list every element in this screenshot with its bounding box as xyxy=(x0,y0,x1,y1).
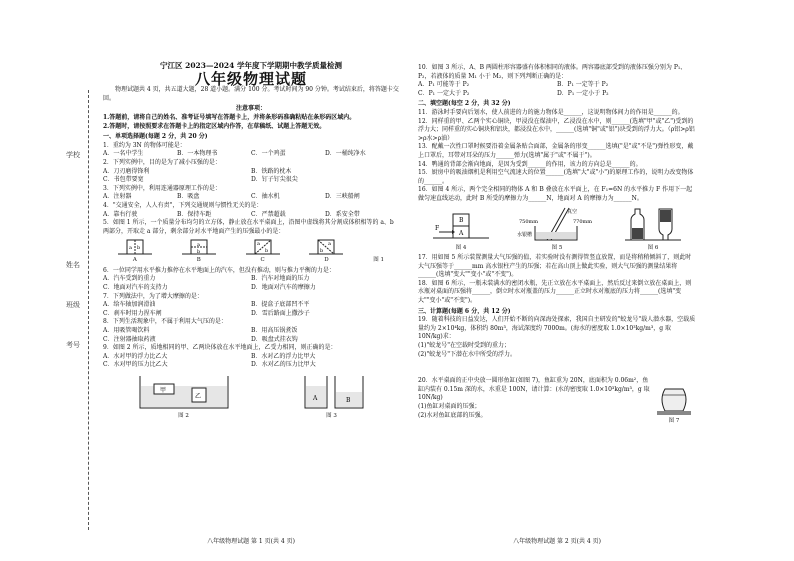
question-9: 9．如图 2 所示，质地相同的甲、乙两块体放在水平地面上，乙受力相同，则正确的是： xyxy=(103,344,337,352)
svg-text:b: b xyxy=(264,248,268,255)
svg-text:F: F xyxy=(435,224,440,232)
question-7: 7．下列做法中，为了增大摩擦的是： xyxy=(103,292,203,300)
figure-2: 甲 乙 图 2 xyxy=(136,372,232,421)
svg-text:a: a xyxy=(256,241,260,248)
water-tank-icon xyxy=(136,372,232,412)
question-3: 3．下列实例中，利用连通器原理工作的是： xyxy=(103,184,221,192)
svg-text:770mm: 770mm xyxy=(573,218,593,225)
option: B．汽车对地面的压力 xyxy=(251,275,310,283)
binding-margin xyxy=(0,0,100,561)
option: C．书包带要宽 xyxy=(103,176,144,184)
option: D．一桶纯净水 xyxy=(325,150,366,158)
exam-subtitle: 宁江区 2023—2024 学年度下学期期中教学质量检测 xyxy=(160,61,342,70)
cube-cut-icon xyxy=(309,238,343,256)
option: A．注射器 xyxy=(103,193,132,201)
option: D．水对乙的压力比甲大 xyxy=(251,361,316,369)
question-13: 13．配戴一次性口罩时候要沿着金属条贴合面部，金属条的形变______选填("是"或"不是")弹性形变，戴上口罩后，耳带对耳朵的压力______弹力(选填"属于"或"不属于")。 xyxy=(418,143,694,159)
figure-1-c: a b C xyxy=(246,238,280,265)
question-8: 8．下列生活现象中，不属于利用大气压的是： xyxy=(103,318,227,326)
option: B．提盒子底部凹不平 xyxy=(251,301,310,309)
question-9-options xyxy=(103,353,399,370)
question-10-options xyxy=(418,81,696,98)
page-2-footer: 八年级物理试题 第 2 页(共 4 页) xyxy=(513,538,601,546)
two-containers-icon xyxy=(297,372,367,412)
binding-line xyxy=(88,90,89,530)
question-12: 12．同样重的甲、乙两个实心铜块，甲浸没在煤油中，乙浸没在水中，则______(选填"甲"或"乙")受到的浮力大；同样重的实心铜块和铝块，都浸没在水中，______(选填"铜"或"铝")块受到的浮力大。（ρ铝>ρ铝>ρ水>ρ油） xyxy=(418,117,695,142)
figure-6: 图 6 xyxy=(623,206,683,253)
option: A．给车轴加润滑油 xyxy=(103,301,156,309)
figure-3: A B 图 3 xyxy=(297,372,367,421)
note-2: 2.答题时，请按照要求在答题卡上的指定区域内作答，在草稿纸、试题上答题无效。 xyxy=(103,122,326,130)
option: C．注射器抽取药液 xyxy=(103,335,156,343)
svg-text:乙: 乙 xyxy=(194,393,201,400)
option: A．一名中学生 xyxy=(103,150,144,158)
option: C．地面对汽车的支持力 xyxy=(103,284,168,292)
notes-heading: 注意事项： xyxy=(235,105,266,113)
question-11: 11．游泳时手要向后划水，使人前进的力的施力物体是______，这说明物体间力的作用是______的。 xyxy=(418,108,684,116)
torricelli-tube-icon xyxy=(517,206,597,244)
figures-4-6 xyxy=(418,206,696,253)
question-19-part-1: (1)"蛟龙号"在空载时受到的重力； xyxy=(418,342,511,350)
section-1-heading: 一、单项选择题(每题 2 分，共 20 分) xyxy=(103,133,208,141)
svg-text:b: b xyxy=(136,245,141,252)
option: B．用高压锅煮饭 xyxy=(251,327,298,335)
option: B．P₁ 一定等于 P₂ xyxy=(557,81,609,89)
figure-1-d: a b D xyxy=(309,238,343,265)
svg-text:a: a xyxy=(328,241,332,248)
question-20-part-1: (1)鱼缸对桌面的压强； xyxy=(418,403,481,410)
option: D．三峡船闸 xyxy=(325,193,360,201)
svg-text:真空: 真空 xyxy=(567,208,578,215)
figure-5: 真空 750mm 770mm 水银槽 图 5 xyxy=(517,206,597,253)
svg-text:a: a xyxy=(196,242,200,249)
option: C．严禁超载 xyxy=(251,210,286,218)
page-1 xyxy=(103,0,399,561)
figure-7: 图 7 xyxy=(652,383,696,426)
option: A．靠右行驶 xyxy=(103,210,138,218)
figure-4: B A F 图 4 xyxy=(431,210,491,253)
note-1: 1.答题前，请将自己的姓名、准考证号填写在答题卡上，并将条形码准确粘贴在条形码区域内。 xyxy=(103,113,356,121)
question-16: 16．如图 4 所示，两个完全相同的物体 A 和 B 叠放在水平面上，在 F₁=6N 的水平推力 F 作用下一起做匀速直线运动，此时 B 所受的摩擦力为______N，地面对 A 的摩擦力为______N。 xyxy=(418,186,693,202)
exam-intro: 物理试题共 4 页，共五道大题，28 道小题。满分 100 分。考试时间为 90 分钟。考试结束后，将答题卡交回。 xyxy=(103,86,399,102)
section-3-heading: 三、计算题(每题 6 分，共 12 分) xyxy=(418,307,511,315)
exam-number-label: 考号 xyxy=(66,341,80,349)
option: A．汽车受到的重力 xyxy=(103,275,156,283)
option: A．用吸管喝饮料 xyxy=(103,327,150,335)
question-20: 20．水平桌面的正中央放一圆形鱼缸(如图 7)，鱼缸重为 20N，底面积为 0.06m²，鱼缸内装有 0.15m 深的水，水重是 100N，请计算：(水的密度取 1.0×10³kg/m³，g 取 10N/kg) xyxy=(418,377,650,402)
exam-title: 八年级物理试题 xyxy=(194,69,307,88)
svg-text:甲: 甲 xyxy=(159,387,166,394)
option: B．铁路的枕木 xyxy=(251,167,292,175)
svg-text:B: B xyxy=(345,397,350,404)
page-1-footer: 八年级物理试题 第 1 页(共 4 页) xyxy=(207,538,295,546)
question-1: 1．重约为 3N 的物体可能是： xyxy=(103,141,186,149)
figures-2-3 xyxy=(103,372,399,421)
question-5: 5．如图 1 所示，一个质量分布均匀的立方体，静止放在水平桌面上，沿图中虚线将其分割成体积相等的 a、b 两部分，开取走 a 部分，剩余部分对水平地面产生的压强最小的是： xyxy=(103,219,394,235)
option: C．一个鸡蛋 xyxy=(251,150,286,158)
question-4: 4．"交通安全，人人有责"，下列交通规则与惯性无关的是： xyxy=(103,201,263,209)
svg-text:750mm: 750mm xyxy=(519,218,539,225)
question-15: 15．厨房中的吸油烟机是利用空气流速大的位置______(选填"大"或"小")的原理工作的，说明力改变物体的______。 xyxy=(418,169,694,185)
figure-1-b: a b B xyxy=(182,238,216,265)
cube-cut-icon xyxy=(118,238,152,256)
svg-text:a: a xyxy=(128,245,132,252)
question-17: 17．用如图 5 所示装置测量大气压强的值，若实验时没有测得管竖直放置，而是将稍稍倾斜了，则此时大气压强等于______mm 高水银柱产生的压强；若在高山顶上做此实验，则大气压强的测量结果将______(选填"变大""变小"或"不变")。 xyxy=(418,254,692,279)
option: C．P₁ 一定大于 P₂ xyxy=(418,89,470,97)
class-label: 班级 xyxy=(66,301,80,309)
water-bottles-icon xyxy=(623,206,683,244)
question-20-part-2: (2)水对鱼缸底部的压强。 xyxy=(418,411,487,419)
option: B．一本物理书 xyxy=(177,150,218,158)
option: A．P₁ 可能等于 P₂ xyxy=(418,81,470,89)
svg-text:A: A xyxy=(459,229,464,237)
svg-text:b: b xyxy=(320,248,324,255)
question-2: 2．下列实例中，目的是为了减小压强的是： xyxy=(103,158,221,166)
question-18: 18．如图 6 所示，一瓶未装满水的密闭水瓶，先正立放在水平桌面上，然后反过来倒立放在桌面上，则水瓶对桌面的压强将______，倒立时水对瓶盖的压力______正立时水对瓶底的压力将______(选填"变大""变小"或"不变")。 xyxy=(418,279,692,305)
option: B．水对乙的浮力比甲大 xyxy=(251,352,316,360)
option: C．刹车时用力捏车闸 xyxy=(103,309,162,317)
option: B．保持车距 xyxy=(177,210,212,218)
option: C．水对甲的压力比乙大 xyxy=(103,361,168,369)
option: D．地面对汽车的摩擦力 xyxy=(251,284,316,292)
question-20-block xyxy=(418,377,696,426)
svg-text:b: b xyxy=(196,249,200,256)
option: D．P₁ 一定小于 P₂ xyxy=(557,89,609,97)
figure-1-label: 图 1 xyxy=(373,257,385,264)
name-label: 姓名 xyxy=(66,261,80,269)
question-1-options xyxy=(103,150,399,159)
figure-1 xyxy=(103,238,399,265)
svg-text:水银槽: 水银槽 xyxy=(517,231,533,238)
option: A．水对甲的浮力比乙大 xyxy=(103,352,168,360)
cube-cut-icon xyxy=(246,238,280,256)
school-label: 学校 xyxy=(66,151,80,159)
question-19: 19．随着科技的日益发达，人们开始不断的向深海处探索，我国自主研发的"蛟龙号"载人潜水器，空载质量约为 2×10⁴kg，体积约 80m³，海试深度约 7000m。(海水的密度取 1.0×10³kg/m³，g 取 10N/kg)求： xyxy=(418,316,696,341)
option: B．吸盘 xyxy=(177,193,200,201)
question-14: 14．鸭通的背部会渐向地面，是因为受到______的作用，该力的方向总是______的。 xyxy=(418,160,642,168)
question-6: 6．一位同学用水平推力推停在水平地面上的汽车，但没有推动，则与推力平衡的力是： xyxy=(103,266,335,274)
question-3-options xyxy=(103,193,399,202)
option: D．雪后路面上撒沙子 xyxy=(251,309,310,317)
figure-1-a: a b A xyxy=(118,238,152,265)
question-10: 10．如图 3 所示，A、B 两圆柱形容器盛有体积相同的液体。两容器底部受到的液体压强分别为 P₁、P₂，若液体的质量 M₁ 小于 M₂，则下列判断正确的是： xyxy=(418,64,687,80)
option: C．抽水机 xyxy=(251,193,280,201)
question-4-options xyxy=(103,211,399,220)
option: D．吸盘式挂衣钩 xyxy=(251,335,298,343)
page-2 xyxy=(418,0,696,561)
option: D．系安全带 xyxy=(325,210,360,218)
question-7-options xyxy=(103,301,399,318)
svg-text:B: B xyxy=(459,216,464,224)
question-2-options xyxy=(103,168,399,185)
fish-tank-icon xyxy=(655,383,693,417)
question-6-options xyxy=(103,275,399,292)
question-8-options xyxy=(103,327,399,344)
svg-text:A: A xyxy=(312,395,317,402)
question-19-part-2: (2)"蛟龙号"下潜在水中所受的浮力。 xyxy=(418,350,517,358)
option: A．刀刃磨得锋利 xyxy=(103,167,150,175)
cube-cut-icon xyxy=(182,238,216,256)
stacked-blocks-icon xyxy=(431,210,491,244)
option: D．钉子钉尖很尖 xyxy=(251,176,298,184)
section-2-heading: 二、填空题(每空 2 分，共 32 分) xyxy=(418,100,511,108)
